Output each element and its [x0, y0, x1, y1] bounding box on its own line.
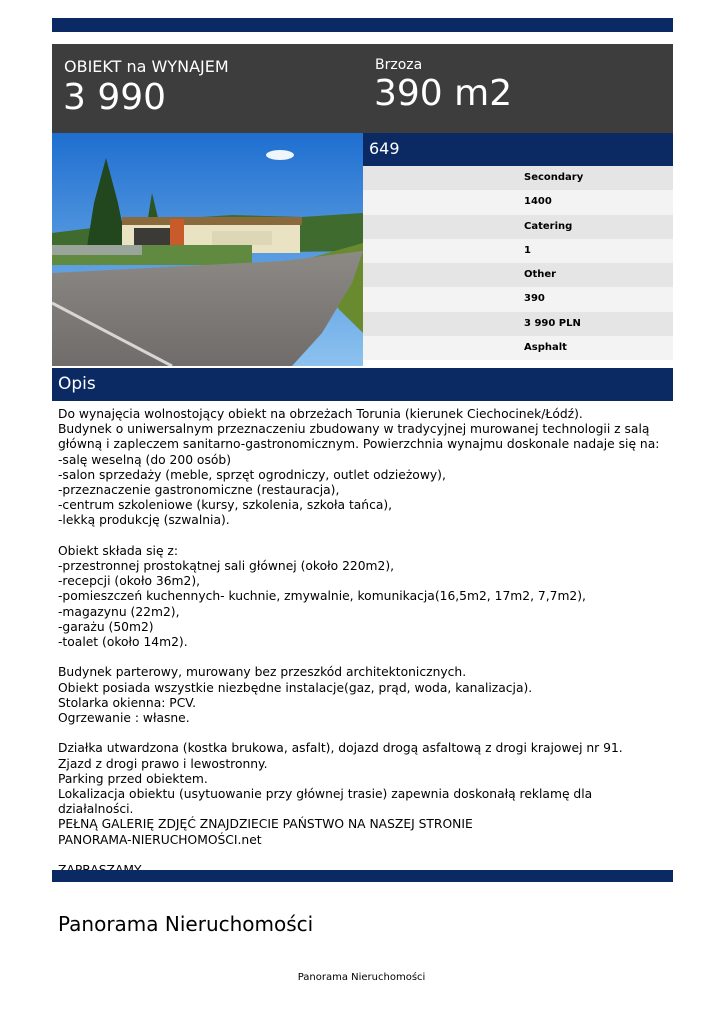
detail-value: Asphalt: [524, 342, 567, 354]
detail-value: 3 990 PLN: [524, 317, 581, 329]
detail-row-area: [363, 287, 673, 311]
details-table: [363, 166, 673, 360]
page-footer: [0, 972, 725, 983]
detail-row-type: [363, 263, 673, 287]
detail-value: Secondary: [524, 172, 584, 183]
location-label: Brzoza: [375, 57, 423, 73]
description-title: Opis: [58, 374, 96, 394]
bottom-accent-bar: [52, 870, 673, 882]
property-photo-image: [52, 133, 363, 366]
company-name: Panorama Nieruchomości: [58, 912, 314, 936]
description-text: Do wynajęcia wolnostojący obiekt na obrzeżach Torunia (kierunek Ciechocinek/Łódź). Budynek o uniwersalnym przeznaczeniu zbudowany w tradycyjnej murowanej technologii z salą główną i zapleczem sanitarno-gastronomicznym. Powierzchnia wynajmu doskonale nadaje się na: -salę weselną (do 200 osób) -salon sprzedaży (meble, sprzęt ogrodniczy, outlet odzieżowy), -przeznaczenie gastronomiczne (restauracja), -centrum szkoleniowe (kursy, szkolenia, szkoła tańca), -lekką produkcję (szwalnia). Obiekt składa się z: -przestronnej prostokątnej sali głównej (około 220m2), -recepcji (około 36m2), -pomieszczeń kuchennych- kuchnie, zmywalnie, komunikacja(16,5m2, 17m2, 7,7m2), -magazynu (22m2), -garażu (50m2) -toalet (około 14m2). Budynek parterowy, murowany bez przeszkód architektonicznych. Obiekt posiada wszystkie niezbędne instalacje(gaz, prąd, woda, kanalizacja). Stolarka okienna: PCV. Ogrzewanie : własne. Działka utwardzona (kostka brukowa, asfalt), dojazd drogą asfaltową z drogi krajowej nr 91. Zjazd z drogi prawo i lewostronny. Parking przed obiektem. Lokalizacja obiektu (usytuowanie przy głównej trasie) zapewnia doskonałą reklamę dla działalności. PEŁNĄ GALERIĘ ZDJĘĆ ZNAJDZIECIE PAŃSTWO NA NASZEJ STRONIE PANORAMA-NIERUCHOMOŚCI.net: [58, 407, 660, 847]
price-value: 3 990: [63, 77, 167, 118]
detail-value: 390: [524, 293, 545, 305]
footer-text: Panorama Nieruchomości: [297, 972, 426, 983]
property-photo: [52, 133, 363, 366]
area-value: 390 m2: [374, 73, 513, 114]
detail-value: Catering: [524, 220, 573, 232]
detail-row-price: [363, 312, 673, 336]
detail-value: 1400: [524, 196, 552, 208]
description-header: [52, 368, 673, 401]
detail-value: 1: [524, 244, 531, 256]
price-header: [52, 44, 673, 133]
detail-value: Other: [524, 269, 557, 281]
listing-id: 649: [369, 139, 400, 158]
detail-row-access-road: [363, 336, 673, 360]
detail-row-market: [363, 166, 673, 190]
detail-row-plot: [363, 190, 673, 214]
listing-type-label: OBIEKT na WYNAJEM: [64, 57, 229, 76]
listing-id-bar: [363, 133, 673, 166]
top-accent-bar: [52, 18, 673, 32]
detail-row-floors: [363, 239, 673, 263]
detail-row-purpose: [363, 215, 673, 239]
